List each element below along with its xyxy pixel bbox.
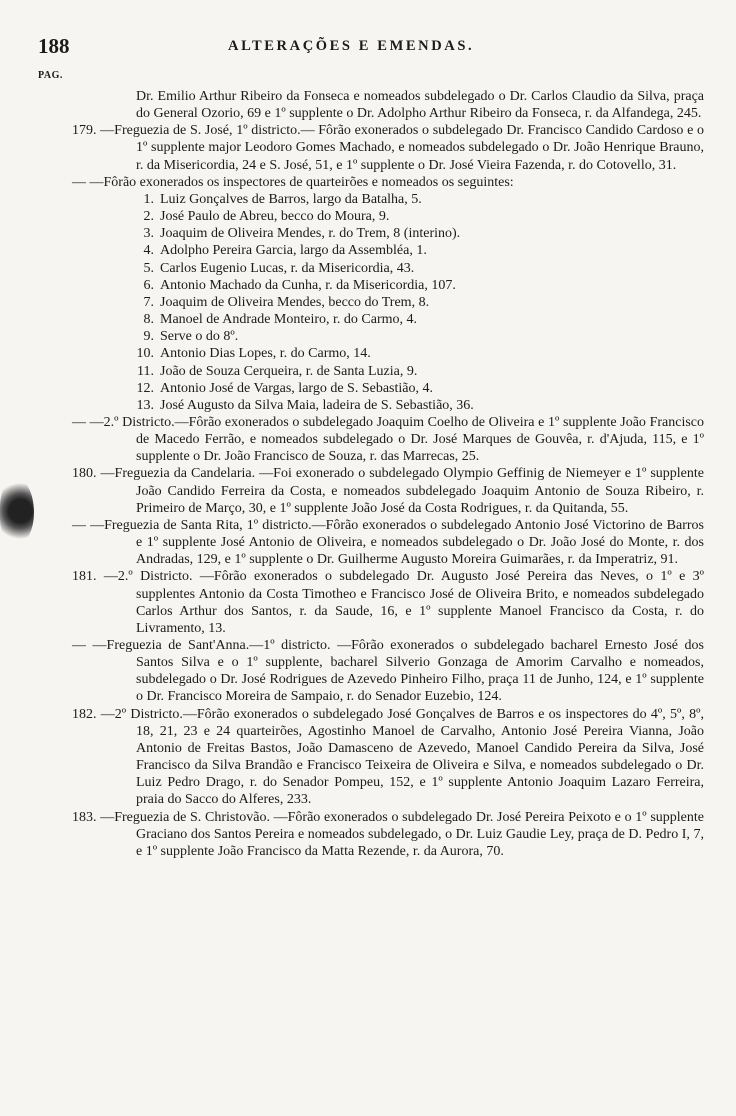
entry-paragraph: 179. —Freguezia de S. José, 1º districto.— Fôrão exonerados o subdelegado Dr. Francisco Candido Cardoso e o 1º supplente major Leodoro Gomes Machado, e nomeados subdelegado o Dr. João Henrique Brauno, r. da Misericordia, 24 e S. José, 51, e 1º supplente o Dr. José Vieira Fazenda, r. do Cotovello, 31. [72,123,704,173]
item-number: 13. [136,397,154,413]
item-text: Serve o do 8º. [160,329,239,345]
item-text: José Paulo de Abreu, becco do Moura, 9. [160,209,390,225]
list-item [134,363,704,380]
list-item [134,260,704,277]
item-text: Antonio José de Vargas, largo de S. Sebastião, 4. [160,380,433,396]
entry-paragraph: 182. —2º Districto.—Fôrão exonerados o subdelegado José Gonçalves de Barros e os inspectores do 4º, 5º, 8º, 18, 21, 23 e 24 quarteirões, Agostinho Manoel de Carvalho, Antonio José Pereira Vianna, João Antonio de Freitas Bastos, João Damasceno de Azevedo, Manoel Candido Pereira da Silva, José Francisco da Silva Brandão e Francisco Teixeira de Oliveira e Silva, e nomeados subdelegado o Dr. Luiz Pedro Drago, r. do Senador Pompeu, 152, e 1º supplente Antonio Joaquim Lazaro Ferreira, praia do Sacco do Alferes, 233. [72,706,704,808]
item-number: 9. [143,329,154,345]
entry-paragraph: 183. —Freguezia de S. Christovão. —Fôrão exonerados o subdelegado Dr. José Pereira Peixoto e o 1º supplente Graciano dos Santos Pereira e nomeados subdelegado, o Dr. Luiz Gaudie Ley, praça de D. Pedro I, 7, e 1º supplente João Francisco da Matta Rezende, r. da Aurora, 70. [72,809,704,859]
running-title: ALTERAÇÕES E EMENDAS. [228,38,475,54]
item-number: 4. [143,243,154,259]
page-number: 188 [38,34,70,58]
item-number: 1. [143,191,154,207]
entry-paragraph: 181. —2.º Districto. —Fôrão exonerados o subdelegado Dr. Augusto José Pereira das Neves, o 1º e 3º supplentes Antonio da Costa Timotheo e Francisco José de Oliveira Brito, e nomeados subdelegado Carlos Arthur dos Santos, r. da Saude, 16, e 1º supplente Manoel Francisco da Costa, r. do Livramento, 13. [72,569,704,636]
item-text: Antonio Dias Lopes, r. do Carmo, 14. [160,346,371,362]
ink-blot [0,478,34,544]
item-text: Adolpho Pereira Garcia, largo da Assembléa, 1. [160,243,427,259]
pag-label: PAG. [38,70,63,81]
item-number: 5. [143,260,154,276]
item-number: 2. [143,209,154,225]
list-item [134,277,704,294]
item-text: Manoel de Andrade Monteiro, r. do Carmo, 4. [160,312,418,328]
item-text: João de Souza Cerqueira, r. de Santa Luzia, 9. [160,363,418,379]
item-number: 7. [143,294,154,310]
item-text: Joaquim de Oliveira Mendes, r. do Trem, 8 (interino). [160,226,461,242]
entry-paragraph: Dr. Emilio Arthur Ribeiro da Fonseca e nomeados subdelegado o Dr. Carlos Claudio da Silva, praça do General Ozorio, 69 e 1º supplente o Dr. Adolpho Arthur Ribeiro da Fonseca, r. da Alfandega, 245. [136,89,704,122]
list-item [134,397,704,414]
entry-paragraph: 180. —Freguezia da Candelaria. —Foi exonerado o subdelegado Olympio Geffinig de Niemeyer e 1º supplente João Candido Ferreira da Costa, e nomeados subdelegado Joaquim Antonio de Souza Ribeiro, r. Primeiro de Março, 30, e 1º supplente João José da Costa Rodrigues, r. da Quitanda, 55. [72,466,704,516]
item-number: 12. [136,380,154,396]
item-number: 8. [143,312,154,328]
list-item [134,294,704,311]
item-text: Carlos Eugenio Lucas, r. da Misericordia, 43. [160,260,415,276]
list-item [134,380,704,397]
item-number: 11. [137,363,154,379]
entry-paragraph: — —2.º Districto.—Fôrão exonerados o subdelegado Joaquim Coelho de Oliveira e 1º supplente João Francisco de Macedo Ferrão, e nomeados subdelegado o Dr. José Marques de Gouvêa, r. d'Ajuda, 115, e 1º supplente o Dr. João Francisco de Souza, r. das Marrecas, 25. [72,414,704,465]
item-number: 6. [143,277,154,293]
list-item [134,328,704,345]
entry-paragraph: — —Fôrão exonerados os inspectores de quarteirões e nomeados os seguintes: [72,174,514,190]
item-text: Antonio Machado da Cunha, r. da Misericordia, 107. [160,277,456,293]
inspectors-list [72,191,704,414]
item-text: José Augusto da Silva Maia, ladeira de S. Sebastião, 36. [160,397,474,413]
list-item [134,242,704,259]
item-number: 10. [136,346,154,362]
entry-paragraph: — —Freguezia de Sant'Anna.—1º districto. —Fôrão exonerados o subdelegado bacharel Ernesto José dos Santos Silva e o 1º supplente, bacharel Silverio Gonzaga de Amorim Carvalho e nomeados, subdelegado o Dr. José Rodrigues de Azevedo Pinheiro Filho, praça 11 de Junho, 124, e 1º supplente o Dr. Francisco Moreira de Sampaio, r. do Senador Euzebio, 124. [72,638,704,705]
item-number: 3. [143,226,154,242]
list-item [134,311,704,328]
entry-paragraph: — —Freguezia de Santa Rita, 1º districto.—Fôrão exonerados o subdelegado Antonio José Victorino de Barros e 1º supplente José Antonio de Oliveira, e nomeados subdelegado o Dr. João José do Monte, r. dos Andradas, 129, e 1º supplente o Dr. Guilherme Augusto Moreira Guimarães, r. da Imperatriz, 91. [72,517,704,568]
item-text: Luiz Gonçalves de Barros, largo da Batalha, 5. [160,191,422,207]
list-item [134,225,704,242]
document-body [72,88,704,860]
page-header [38,34,698,62]
list-item [134,191,704,208]
item-text: Joaquim de Oliveira Mendes, becco do Trem, 8. [160,294,430,310]
list-item [134,345,704,362]
list-item [134,208,704,225]
